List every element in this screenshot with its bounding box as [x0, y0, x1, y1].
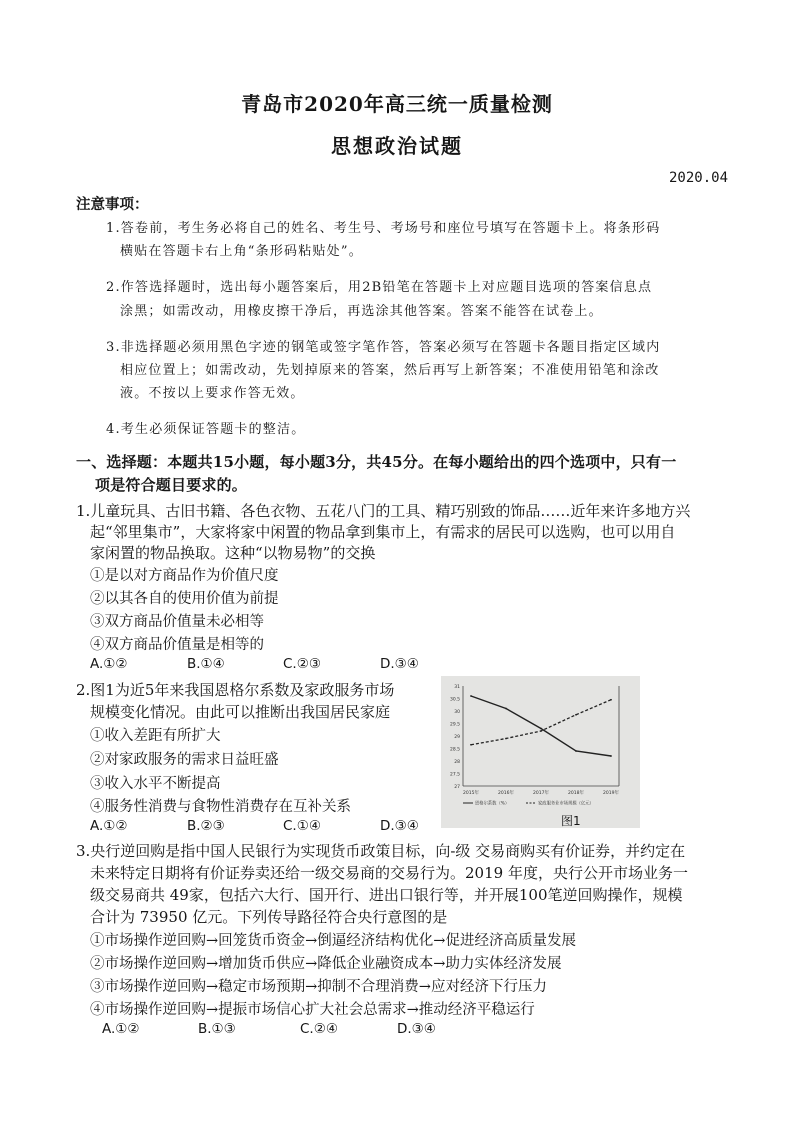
section-heading: 一、选择题：本题共15小题，每小题3分，共45分。在每小题给出的四个选项中，只有一: [76, 453, 677, 471]
engel-point: [575, 750, 577, 752]
q2-option: ①收入差距有所扩大: [90, 728, 221, 744]
exam-title: 青岛市2020年高三统一质量检测: [241, 92, 553, 116]
q3-answer-d: D.③④: [397, 1021, 436, 1037]
notice-line: 4.考生必须保证答题卡的整洁。: [106, 422, 306, 437]
q2-option: ③收入水平不断提高: [90, 776, 221, 792]
housekeeping-point: [575, 714, 577, 716]
y-tick-label: 29.5: [449, 722, 460, 728]
q1-option: ②以其各自的使用价值为前提: [90, 591, 279, 607]
housekeeping-point: [540, 730, 542, 732]
q3-stem: 级交易商共 49家，包括六大行、国开行、进出口银行等，并开展100笔逆回购操作，规模: [90, 886, 683, 904]
q3-option: ②市场操作逆回购→增加货币供应→降低企业融资成本→助力实体经济发展: [90, 956, 562, 972]
y-tick-label: 27: [454, 785, 460, 790]
q1-option: ①是以对方商品作为价值尺度: [90, 568, 279, 584]
housekeeping-point: [610, 699, 612, 701]
notice-line: 液。不按以上要求作答无效。: [120, 386, 305, 401]
legend-label-engel: 恩格尔系数（%）: [475, 801, 510, 807]
engel-point: [540, 728, 542, 730]
y-tick-label: 31: [454, 685, 460, 690]
q1-option: ④双方商品价值量是相等的: [90, 637, 264, 653]
q3-answer-a: A.①②: [102, 1021, 140, 1037]
engel-point: [610, 755, 612, 757]
q2-answer-b: B.②③: [187, 818, 225, 834]
q3-answer-c: C.②④: [300, 1021, 338, 1037]
q2-option: ④服务性消费与食物性消费存在互补关系: [90, 799, 351, 815]
q1-stem: 1.儿童玩具、古旧书籍、各色衣物、五花八门的工具、精巧别致的饰品……近年来许多地方兴: [76, 502, 691, 520]
q2-answer-c: C.①④: [283, 818, 321, 834]
q2-option: ②对家政服务的需求日益旺盛: [90, 752, 279, 768]
q1-answer-b: B.①④: [187, 656, 225, 672]
y-tick-label: 28.5: [449, 747, 460, 753]
section-heading-cont: 项是符合题目要求的。: [95, 476, 248, 494]
q1-stem: 家闲置的物品换取。这种“以物易物”的交换: [90, 544, 376, 562]
x-tick-label: 2015年: [463, 791, 479, 796]
q1-answer-d: D.③④: [380, 656, 419, 672]
x-tick-label: 2017年: [533, 791, 549, 796]
housekeeping-market-line: [471, 700, 611, 745]
housekeeping-point: [505, 738, 507, 740]
q3-option: ③市场操作逆回购→稳定市场预期→抑制不合理消费→应对经济下行压力: [90, 979, 547, 995]
x-tick-label: 2018年: [568, 791, 584, 796]
q1-answer-a: A.①②: [90, 656, 128, 672]
q2-answer-d: D.③④: [380, 818, 419, 834]
engel-coefficient-line: [471, 696, 611, 756]
engel-point: [470, 695, 472, 697]
q2-stem: 规模变化情况。由此可以推断出我国居民家庭: [90, 703, 391, 721]
q2-stem: 2.图1为近5年来我国恩格尔系数及家政服务市场: [76, 681, 395, 699]
figure-caption: 图1: [561, 814, 581, 828]
q1-answer-c: C.②③: [283, 656, 321, 672]
x-tick-label: 2019年: [603, 791, 619, 796]
y-tick-label: 27.5: [449, 772, 460, 778]
notice-line: 2.作答选择题时，选出每小题答案后，用2B铅笔在答题卡上对应题目选项的答案信息点: [106, 280, 653, 295]
q2-answer-a: A.①②: [90, 818, 128, 834]
q3-option: ①市场操作逆回购→回笼货币资金→倒逼经济结构优化→促进经济高质量发展: [90, 933, 576, 949]
notice-line: 1.答卷前，考生务必将自己的姓名、考生号、考场号和座位号填写在答题卡上。将条形码: [106, 221, 661, 236]
exam-date: 2020.04: [669, 170, 729, 186]
q3-answer-b: B.①③: [198, 1021, 236, 1037]
q3-stem: 未来特定日期将有价证券卖还给一级交易商的交易行为。2019 年度，央行公开市场业务一: [90, 864, 688, 882]
engel-point: [505, 708, 507, 710]
y-tick-label: 29: [454, 735, 460, 740]
notice-heading: 注意事项：: [76, 196, 149, 213]
q3-option: ④市场操作逆回购→提振市场信心扩大社会总需求→推动经济平稳运行: [90, 1002, 535, 1018]
q1-stem: 起“邻里集市”，大家将家中闲置的物品拿到集市上，有需求的居民可以选购，也可以用自: [90, 523, 676, 541]
q1-option: ③双方商品价值量未必相等: [90, 614, 264, 630]
y-tick-label: 30: [454, 710, 460, 715]
notice-line: 3.非选择题必须用黑色字迹的钢笔或签字笔作答，答案必须写在答题卡各题目指定区域内: [106, 340, 661, 355]
notice-line: 涂黑；如需改动，用橡皮擦干净后，再选涂其他答案。答案不能答在试卷上。: [120, 304, 603, 319]
figure-1-chart: [441, 676, 640, 828]
notice-line: 相应位置上；如需改动，先划掉原来的答案，然后再写上新答案；不准使用铅笔和涂改: [120, 363, 660, 378]
x-tick-label: 2016年: [498, 791, 514, 796]
notice-line: 横贴在答题卡右上角“条形码粘贴处”。: [120, 244, 363, 259]
y-tick-label: 28: [454, 760, 460, 765]
exam-subject: 思想政治试题: [331, 134, 463, 158]
y-tick-label: 30.5: [449, 697, 460, 703]
legend-label-housekeeping: 家政服务业市场规模（亿元）: [538, 801, 594, 807]
housekeeping-point: [470, 744, 472, 746]
chart-svg: [441, 676, 640, 828]
q3-stem: 3.央行逆回购是指中国人民银行为实现货币政策目标，向-级 交易商购买有价证券，并约定在: [76, 842, 686, 860]
q3-stem: 合计为 73950 亿元。下列传导路径符合央行意图的是: [90, 908, 448, 926]
